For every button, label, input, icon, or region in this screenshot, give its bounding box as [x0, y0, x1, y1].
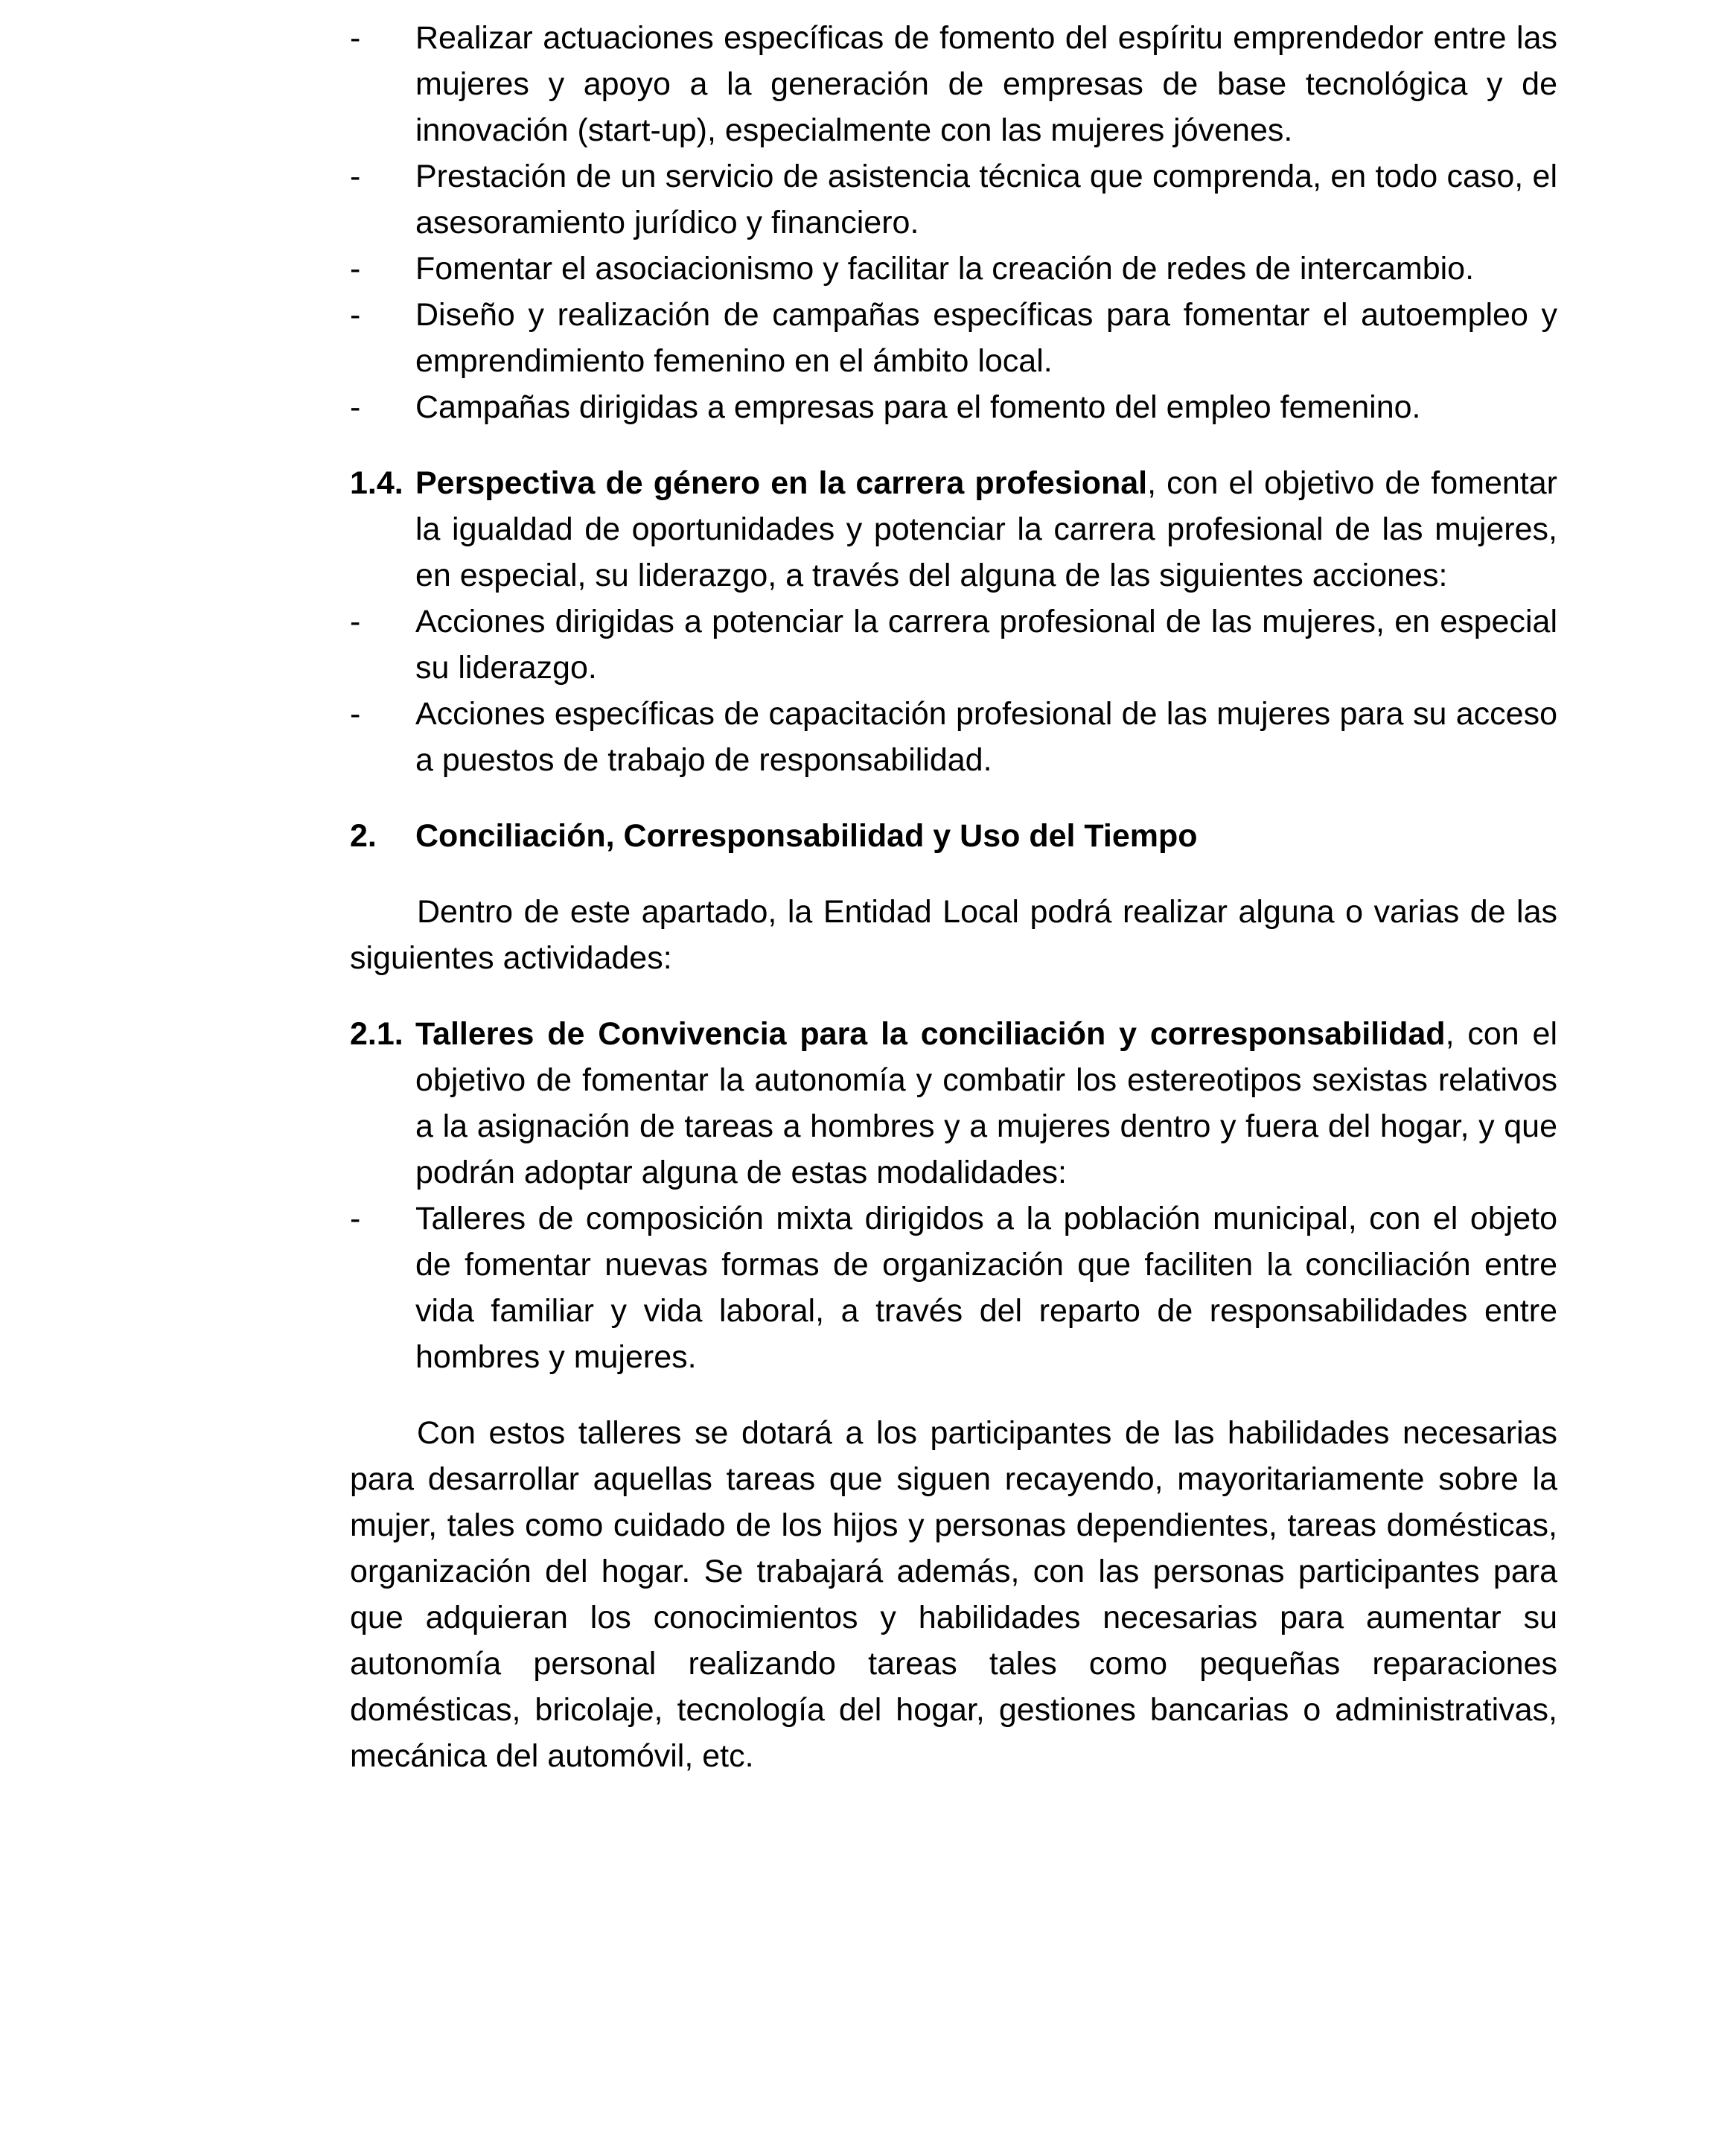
list-item — [350, 691, 1557, 783]
section-2-1 — [350, 1011, 1557, 1196]
bullet-dash: - — [350, 696, 361, 732]
list-item-text: Campañas dirigidas a empresas para el fomento del empleo femenino. — [415, 389, 1421, 425]
section-1-4-number: 1.4. — [350, 465, 403, 501]
bullet-list-workshops — [350, 1196, 1557, 1380]
bullet-dash: - — [350, 389, 361, 425]
list-item-text: Acciones dirigidas a potenciar la carrera profesional de las mujeres, en especial su liderazgo. — [415, 604, 1557, 686]
bullet-dash: - — [350, 604, 361, 639]
list-item — [350, 15, 1557, 153]
section-2-heading — [350, 813, 1557, 859]
list-item — [350, 1196, 1557, 1380]
list-item-text: Diseño y realización de campañas específicas para fomentar el autoempleo y emprendimiento femenino en el ámbito local. — [415, 297, 1557, 379]
section-2-1-number: 2.1. — [350, 1016, 403, 1052]
section-1-4-text: , con el objetivo de fomentar la igualdad de oportunidades y potenciar la carrera profesional de las mujeres, en especial, su liderazgo, a través del alguna de las siguientes acciones: — [415, 465, 1557, 593]
section-2-title: Conciliación, Corresponsabilidad y Uso del Tiempo — [415, 818, 1198, 854]
intro-paragraph: Dentro de este apartado, la Entidad Local podrá realizar alguna o varias de las siguientes actividades: — [350, 894, 1557, 976]
section-1-4 — [350, 460, 1557, 599]
list-item — [350, 153, 1557, 246]
list-item-text: Talleres de composición mixta dirigidos a la población municipal, con el objeto de fomentar nuevas formas de organización que faciliten la conciliación entre vida familiar y vida laboral, a través del reparto de responsabilidades entre hombres y mujeres. — [415, 1201, 1557, 1375]
list-item-text: Acciones específicas de capacitación profesional de las mujeres para su acceso a puestos de trabajo de responsabilidad. — [415, 696, 1557, 778]
list-item-text: Fomentar el asociacionismo y facilitar la creación de redes de intercambio. — [415, 251, 1475, 287]
section-1-4-title: Perspectiva de género en la carrera profesional — [415, 465, 1148, 501]
list-item — [350, 599, 1557, 691]
list-item — [350, 292, 1557, 384]
bullet-dash: - — [350, 251, 361, 287]
section-2-number: 2. — [350, 818, 377, 854]
section-2-1-text: , con el objetivo de fomentar la autonomía y combatir los estereotipos sexistas relativos a la asignación de tareas a hombres y a mujeres dentro y fuera del hogar, y que podrán adoptar alguna de estas modalidades: — [415, 1016, 1557, 1190]
list-item-text: Realizar actuaciones específicas de fomento del espíritu emprendedor entre las mujeres y apoyo a la generación de empresas de base tecnológica y de innovación (start-up), especialmente con las mujeres jóvenes. — [415, 20, 1557, 148]
section-2-1-title: Talleres de Convivencia para la conciliación y corresponsabilidad — [415, 1016, 1446, 1052]
bullet-list-career-actions — [350, 599, 1557, 783]
final-paragraph: Con estos talleres se dotará a los participantes de las habilidades necesarias para desarrollar aquellas tareas que siguen recayendo, mayoritariamente sobre la mujer, tales como cuidado de los hijos y personas dependientes, tareas domésticas, organización del hogar. Se trabajará además, con las personas participantes para que adquieran los conocimientos y habilidades necesarias para aumentar su autonomía personal realizando tareas tales como pequeñas reparaciones domésticas, bricolaje, tecnología del hogar, gestiones bancarias o administrativas, mecánica del automóvil, etc. — [350, 1415, 1557, 1774]
bullet-list-employment-actions — [350, 15, 1557, 430]
bullet-dash: - — [350, 159, 361, 194]
bullet-dash: - — [350, 1201, 361, 1236]
bullet-dash: - — [350, 297, 361, 333]
document-page — [350, 15, 1557, 1779]
list-item — [350, 384, 1557, 430]
list-item — [350, 246, 1557, 292]
bullet-dash: - — [350, 20, 361, 56]
list-item-text: Prestación de un servicio de asistencia técnica que comprenda, en todo caso, el asesoramiento jurídico y financiero. — [415, 159, 1557, 240]
